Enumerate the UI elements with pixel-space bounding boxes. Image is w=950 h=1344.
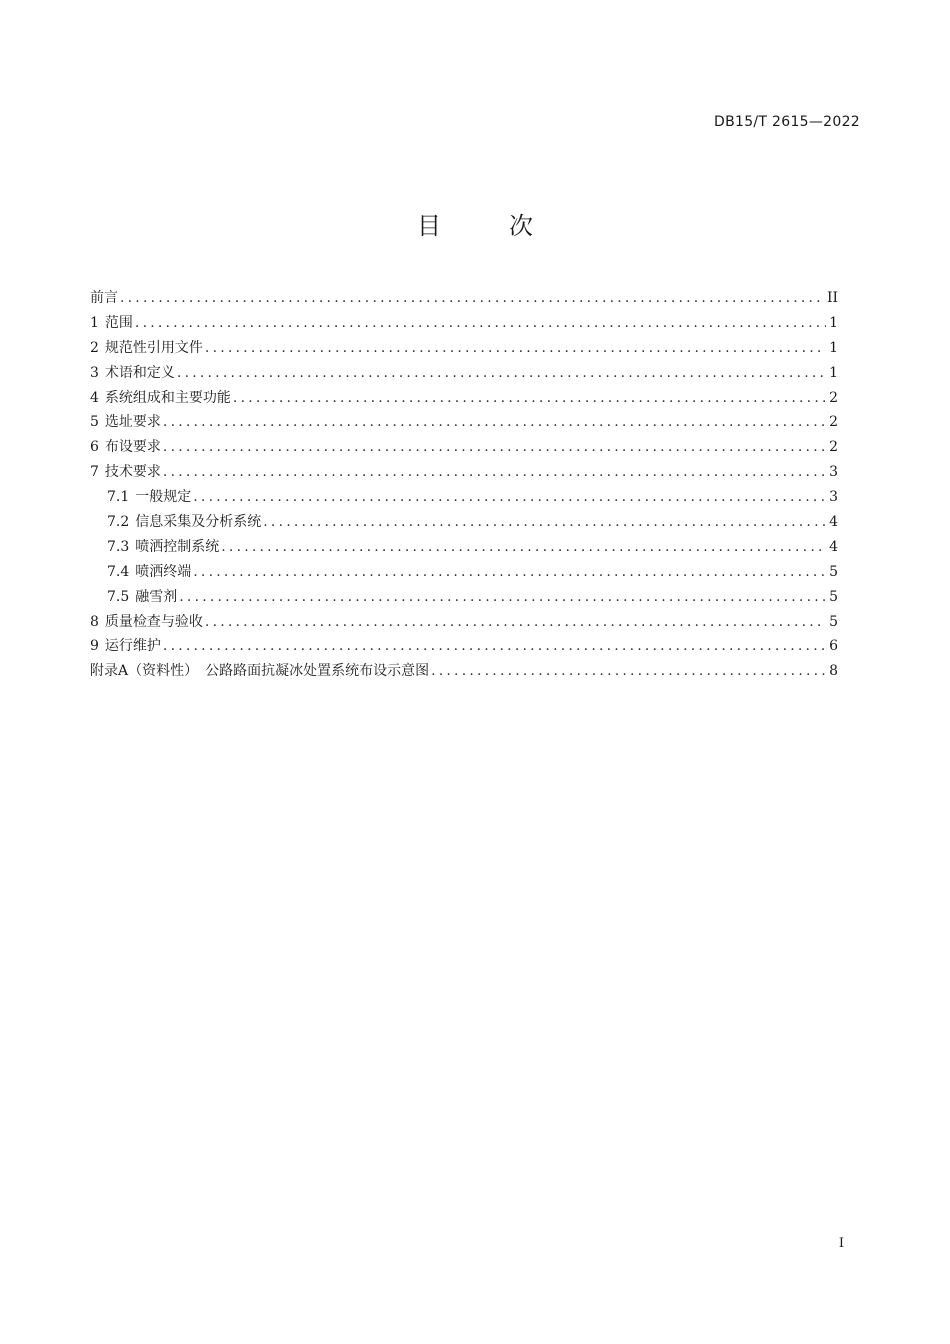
toc-entry-number: 7.4 [107, 563, 130, 580]
toc-entry[interactable] [90, 311, 838, 336]
page-number: I [838, 1236, 844, 1251]
toc-dot-leader [163, 460, 826, 485]
toc-dot-leader [163, 634, 826, 659]
toc-entry-label [90, 410, 161, 435]
toc-subentry[interactable] [90, 510, 838, 535]
toc-entry[interactable] [90, 286, 838, 311]
toc-dot-leader [135, 311, 826, 336]
toc-dot-leader [193, 485, 826, 510]
toc-entry-title: 术语和定义 [104, 364, 175, 381]
toc-dot-leader [163, 435, 826, 460]
toc-entry-page: 5 [829, 613, 838, 630]
toc-entry-number: 8 [90, 613, 99, 630]
toc-entry-number: 1 [90, 314, 99, 331]
toc-entry-title: 融雪剂 [135, 588, 178, 605]
toc-entry[interactable] [90, 610, 838, 635]
toc-dot-leader [233, 386, 826, 411]
toc-entry-title: 范围 [104, 314, 133, 331]
toc-entry-number: 5 [90, 414, 99, 431]
toc-entry-number: 2 [90, 339, 99, 356]
toc-entry-title: 质量检查与验收 [104, 613, 203, 630]
toc-entry-number: 9 [90, 638, 99, 655]
toc-entry[interactable] [90, 386, 838, 411]
toc-dot-leader [221, 535, 826, 560]
toc-entry-label [107, 560, 191, 585]
toc-dot-leader [179, 585, 826, 610]
toc-entry-number: 7.3 [107, 538, 130, 555]
toc-entry-label [90, 659, 429, 684]
toc-entry-title: 系统组成和主要功能 [104, 389, 231, 406]
toc-entry-page: 8 [829, 663, 838, 680]
toc-entry-title: 运行维护 [104, 638, 161, 655]
toc-entry-number: 7 [90, 464, 99, 481]
toc-entry-page: 6 [829, 638, 838, 655]
toc-dot-leader [193, 560, 826, 585]
toc-entry-label [107, 585, 177, 610]
toc-entry-label [107, 510, 261, 535]
toc-entry-page: 2 [829, 439, 838, 456]
toc-entry-number: 3 [90, 364, 99, 381]
toc-entry-number: 7.2 [107, 514, 130, 531]
toc-subentry[interactable] [90, 585, 838, 610]
toc-entry-label [90, 634, 161, 659]
toc-entry-label [90, 460, 161, 485]
toc-entry-label [90, 361, 175, 386]
toc-entry-label [107, 485, 191, 510]
toc-entry-title: 规范性引用文件 [104, 339, 203, 356]
toc-dot-leader [163, 410, 826, 435]
toc-entry-page: 5 [829, 588, 838, 605]
toc-entry-title: 前言 [90, 290, 118, 306]
toc-entry-title: 一般规定 [135, 489, 192, 506]
toc-entry[interactable] [90, 634, 838, 659]
toc-entry-title: 喷洒终端 [135, 563, 192, 580]
toc-entry-number: 7.5 [107, 588, 130, 605]
toc-dot-leader [205, 610, 826, 635]
toc-entry-number: 7.1 [107, 489, 130, 506]
toc-entry-page: II [826, 290, 838, 306]
toc-entry-title: 信息采集及分析系统 [135, 514, 262, 531]
toc-entry-page: 3 [829, 464, 838, 481]
toc-subentry[interactable] [90, 485, 838, 510]
toc-entry-label [107, 535, 219, 560]
toc-subentry[interactable] [90, 535, 838, 560]
toc-entry-title: 布设要求 [104, 439, 161, 456]
toc-dot-leader [177, 361, 826, 386]
toc-dot-leader [263, 510, 826, 535]
toc-entry-number: 6 [90, 439, 99, 456]
toc-dot-leader [431, 659, 826, 684]
toc-entry-page: 2 [829, 414, 838, 431]
toc-entry[interactable] [90, 361, 838, 386]
toc-dot-leader [205, 336, 826, 361]
table-of-contents [90, 286, 838, 684]
toc-entry[interactable] [90, 336, 838, 361]
toc-entry-title: 喷洒控制系统 [135, 538, 220, 555]
toc-entry-page: 2 [829, 389, 838, 406]
toc-entry[interactable] [90, 435, 838, 460]
toc-entry-label [90, 435, 161, 460]
toc-entry-label [90, 336, 203, 361]
toc-entry-page: 1 [829, 314, 838, 331]
toc-entry-label [90, 610, 203, 635]
toc-entry-page: 4 [829, 514, 838, 531]
standard-code: DB15/T 2615—2022 [714, 114, 860, 130]
toc-entry-label [90, 311, 133, 336]
toc-entry-page: 5 [829, 563, 838, 580]
toc-entry-appendix[interactable] [90, 659, 838, 684]
toc-entry-label [90, 286, 118, 311]
toc-entry-label [90, 386, 231, 411]
toc-entry-page: 1 [829, 339, 838, 356]
toc-entry-number: 4 [90, 389, 99, 406]
toc-entry-title: 技术要求 [104, 464, 161, 481]
toc-subentry[interactable] [90, 560, 838, 585]
toc-entry[interactable] [90, 460, 838, 485]
toc-entry-page: 4 [829, 538, 838, 555]
toc-entry-title: 选址要求 [104, 414, 161, 431]
toc-entry-page: 3 [829, 489, 838, 506]
toc-entry-title: 附录A（资料性） 公路路面抗凝冰处置系统布设示意图 [90, 663, 430, 680]
page-title: 目 次 [417, 212, 555, 240]
toc-entry[interactable] [90, 410, 838, 435]
toc-dot-leader [120, 286, 825, 311]
toc-entry-page: 1 [829, 364, 838, 381]
